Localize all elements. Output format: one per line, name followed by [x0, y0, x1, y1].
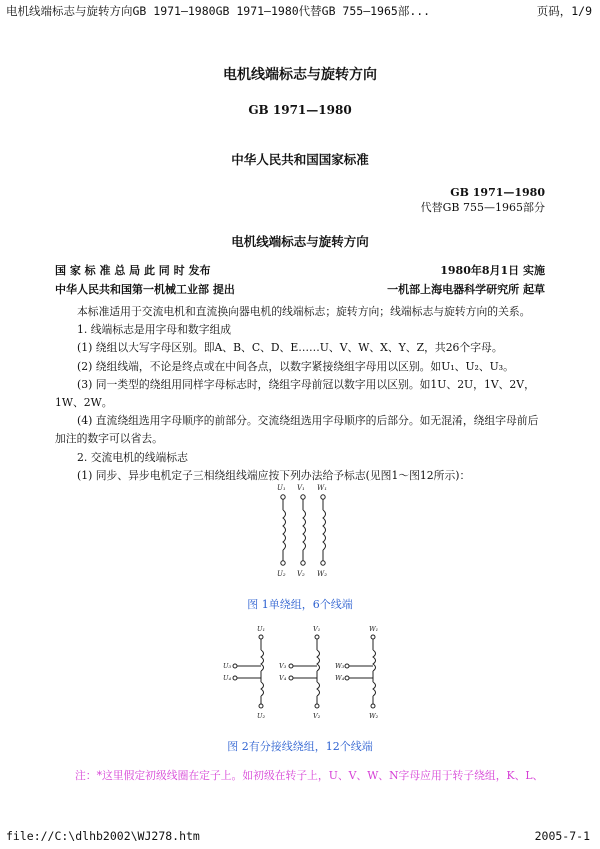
page-footer — [0, 825, 600, 849]
figure-1-caption: 图 1单绕组，6个线端 — [247, 598, 353, 611]
standard-number: GB 1971—1980 — [450, 186, 545, 199]
footnote: 注：*这里假定初级线圈在定子上。如初级在转子上，U、V、W、N字母应用于转子绕组，K、L、 — [75, 769, 544, 782]
label-u4: U₄ — [223, 674, 232, 682]
proposer: 中华人民共和国第一机械工业部 提出 — [55, 283, 235, 296]
figure-2-diagram — [215, 622, 385, 722]
label-u1: U₁ — [257, 625, 266, 633]
paragraph: (3) 同一类型的绕组用同样字母标志时，绕组字母前冠以数字用以区别。如1U、2U，1V、2V，1W、2W。 — [55, 377, 535, 410]
label-u3: U₃ — [223, 662, 232, 670]
paragraph: 1. 线端标志是用字母和数字组成 — [77, 323, 232, 337]
effective-date: 1980年8月1日 实施 — [440, 264, 545, 277]
label-v2: V₂ — [297, 570, 305, 578]
publisher: 国 家 标 准 总 局 此 同 时 发布 — [55, 264, 211, 277]
label-w2: W₂ — [369, 712, 379, 720]
document-subtitle: 电机线端标志与旋转方向 — [231, 234, 369, 249]
footer-date: 2005-7-1 — [534, 829, 590, 843]
document-body — [55, 303, 545, 485]
file-path: file://C:\dlhb2002\WJ278.htm — [6, 829, 200, 843]
drafter: 一机部上海电器科学研究所 起草 — [387, 283, 545, 296]
label-w4: W₄ — [335, 674, 345, 682]
standard-organization: 中华人民共和国国家标准 — [231, 152, 369, 167]
label-v3: V₃ — [279, 662, 287, 670]
standard-number-block — [421, 185, 545, 215]
paragraph: 2. 交流电机的线端标志 — [77, 450, 188, 464]
header-title: 电机线端标志与旋转方向GB 1971—1980GB 1971—1980代替GB 755—1965部... — [6, 4, 431, 18]
label-w1: W₁ — [317, 484, 328, 492]
header-page-number: 页码，1/9 — [536, 4, 592, 18]
label-w2: W₂ — [317, 570, 328, 578]
figure-2-caption: 图 2有分接线绕组，12个线端 — [227, 740, 373, 753]
label-v4: V₄ — [279, 674, 287, 682]
paragraph: (4) 直流绕组选用字母顺序的前部分。交流绕组选用字母顺序的后部分。如无混淆，绕组字母前后加注的数字可以省去。 — [55, 414, 539, 446]
label-u1: U₁ — [277, 484, 286, 492]
page-header — [0, 0, 600, 20]
label-v1: V₁ — [297, 484, 305, 492]
paragraph: 本标准适用于交流电机和直流换向器电机的线端标志；旋转方向；线端标志与旋转方向的关系。 — [77, 305, 531, 318]
label-w1: W₁ — [369, 625, 379, 633]
paragraph: (1) 同步、异步电机定子三相绕组线端应按下列办法给予标志(见图1～图12所示)： — [77, 468, 471, 482]
label-u2: U₂ — [277, 570, 286, 578]
replaces-note: 代替GB 755—1965部分 — [420, 201, 545, 214]
paragraph: (1) 绕组以大写字母区别。即A、B、C、D、E……U、V、W、X、Y、Z，共26个字母。 — [77, 341, 503, 355]
paragraph: (2) 绕组线端，不论是终点或在中间各点，以数字紧接绕组字母用以区别。如U₁、U₂、U₃。 — [77, 359, 514, 373]
label-v2: V₂ — [313, 712, 321, 720]
label-v1: V₁ — [313, 625, 321, 633]
document-code: GB 1971—1980 — [248, 103, 352, 117]
document-title: 电机线端标志与旋转方向 — [223, 67, 377, 83]
label-u2: U₂ — [257, 712, 266, 720]
figure-1-diagram — [255, 480, 345, 580]
label-w3: W₃ — [335, 662, 345, 670]
